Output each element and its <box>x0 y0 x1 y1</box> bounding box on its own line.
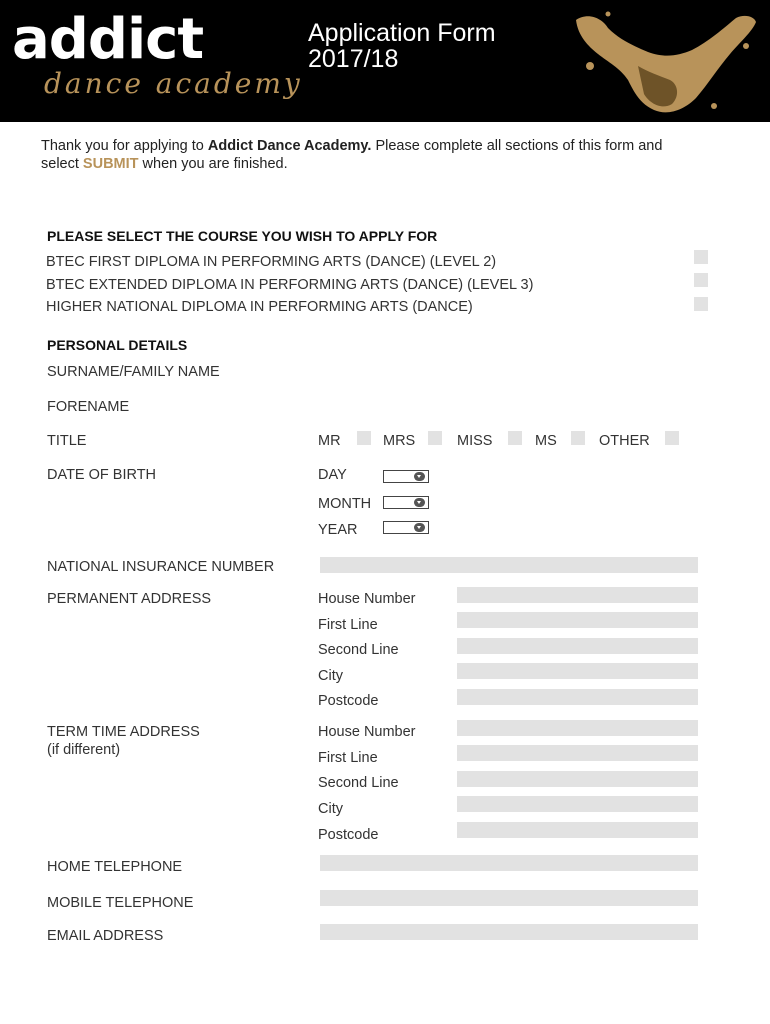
header-banner <box>0 0 770 122</box>
course-heading: PLEASE SELECT THE COURSE YOU WISH TO APPLY FOR <box>47 228 438 244</box>
title-checkbox-mr[interactable] <box>357 431 371 445</box>
forename-label: FORENAME <box>47 399 130 415</box>
term-city-field[interactable] <box>457 796 698 812</box>
title-checkbox-miss[interactable] <box>508 431 522 445</box>
personal-details-heading: PERSONAL DETAILS <box>47 337 188 353</box>
email-address-label: EMAIL ADDRESS <box>47 928 164 944</box>
ni-number-field[interactable] <box>320 557 698 573</box>
dob-day-label: DAY <box>318 467 347 483</box>
intro-academy-name: Addict Dance Academy. <box>207 138 372 154</box>
ni-number-label: NATIONAL INSURANCE NUMBER <box>47 559 275 575</box>
term-city-label: City <box>318 801 343 817</box>
chevron-down-icon <box>414 523 425 532</box>
title-option-mrs: MRS <box>383 433 416 449</box>
perm-second-line-field[interactable] <box>457 638 698 654</box>
dob-month-select[interactable] <box>383 496 429 509</box>
dob-day-select[interactable] <box>383 470 429 483</box>
mobile-telephone-label: MOBILE TELEPHONE <box>47 895 194 911</box>
intro-part2: Please complete all sections of this form and select <box>41 138 663 172</box>
term-second-line-field[interactable] <box>457 771 698 787</box>
term-postcode-field[interactable] <box>457 822 698 838</box>
home-telephone-field[interactable] <box>320 855 698 871</box>
course-checkbox-btec-extended[interactable] <box>694 273 708 287</box>
course-checkbox-btec-first[interactable] <box>694 250 708 264</box>
perm-house-number-label: House Number <box>318 591 416 607</box>
title-label: TITLE <box>47 433 87 449</box>
dob-year-label: YEAR <box>318 522 358 538</box>
perm-first-line-field[interactable] <box>457 612 698 628</box>
term-address-label: TERM TIME ADDRESS <box>47 724 200 740</box>
term-first-line-label: First Line <box>318 750 378 766</box>
form-title-line2: 2017/18 <box>308 45 399 73</box>
logo-text: addict <box>12 7 204 72</box>
course-checkbox-hnd[interactable] <box>694 297 708 311</box>
permanent-address-label: PERMANENT ADDRESS <box>47 591 212 607</box>
dob-year-select[interactable] <box>383 521 429 534</box>
perm-second-line-label: Second Line <box>318 642 399 658</box>
intro-text <box>41 137 701 173</box>
intro-submit-word: SUBMIT <box>82 156 139 172</box>
home-telephone-label: HOME TELEPHONE <box>47 859 183 875</box>
perm-postcode-label: Postcode <box>318 693 379 709</box>
term-address-note: (if different) <box>47 742 121 758</box>
form-title <box>308 20 496 72</box>
email-address-field[interactable] <box>320 924 698 940</box>
title-option-other: OTHER <box>599 433 650 449</box>
dob-label: DATE OF BIRTH <box>47 467 157 483</box>
term-second-line-label: Second Line <box>318 775 399 791</box>
title-option-mr: MR <box>318 433 341 449</box>
dob-month-label: MONTH <box>318 496 372 512</box>
perm-house-number-field[interactable] <box>457 587 698 603</box>
title-checkbox-ms[interactable] <box>571 431 585 445</box>
perm-city-label: City <box>318 668 343 684</box>
course-option-btec-first: BTEC FIRST DIPLOMA IN PERFORMING ARTS (DANCE) (LEVEL 2) <box>46 254 497 270</box>
title-checkbox-other[interactable] <box>665 431 679 445</box>
title-option-ms: MS <box>535 433 557 449</box>
form-title-line1: Application Form <box>308 19 496 47</box>
title-checkbox-mrs[interactable] <box>428 431 442 445</box>
course-option-hnd: HIGHER NATIONAL DIPLOMA IN PERFORMING ARTS (DANCE) <box>46 299 473 315</box>
chevron-down-icon <box>414 472 425 481</box>
intro-part1: Thank you for applying to <box>41 138 208 154</box>
perm-city-field[interactable] <box>457 663 698 679</box>
logo-subtitle: dance academy <box>44 67 303 100</box>
term-postcode-label: Postcode <box>318 827 379 843</box>
term-first-line-field[interactable] <box>457 745 698 761</box>
chevron-down-icon <box>414 498 425 507</box>
course-option-btec-extended: BTEC EXTENDED DIPLOMA IN PERFORMING ARTS (DANCE) (LEVEL 3) <box>46 277 534 293</box>
intro-part3: when you are finished. <box>138 156 288 172</box>
perm-postcode-field[interactable] <box>457 689 698 705</box>
mobile-telephone-field[interactable] <box>320 890 698 906</box>
title-option-miss: MISS <box>457 433 493 449</box>
term-house-number-field[interactable] <box>457 720 698 736</box>
perm-first-line-label: First Line <box>318 617 378 633</box>
surname-label: SURNAME/FAMILY NAME <box>47 364 220 380</box>
gold-splash-graphic <box>568 6 764 118</box>
term-house-number-label: House Number <box>318 724 416 740</box>
